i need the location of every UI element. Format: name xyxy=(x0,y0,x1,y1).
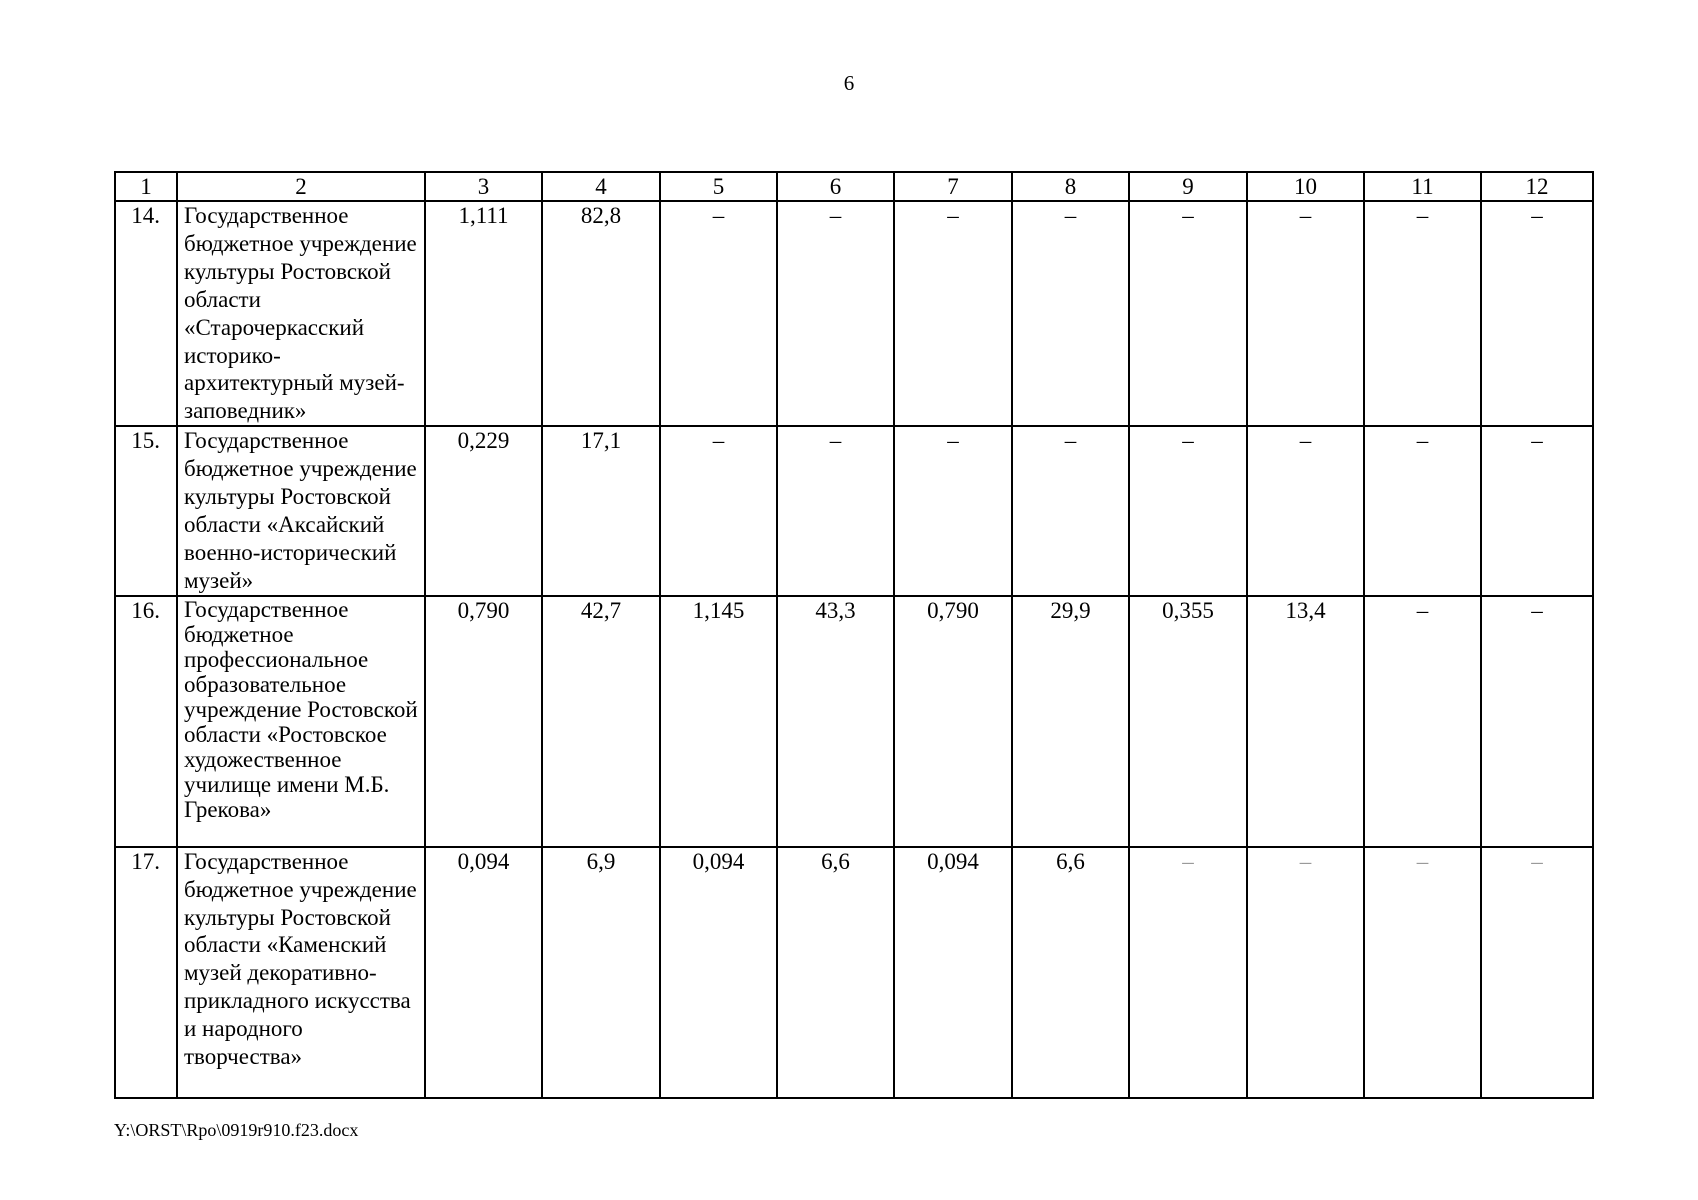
table-cell: – xyxy=(1364,426,1481,595)
table-cell: 0,094 xyxy=(425,847,542,1098)
institution-name: Государственное бюджетное профессиональное образовательное учреждение Ростовской области «Ростовское художественное училище имени М.Б. Грекова» xyxy=(177,596,425,847)
page-number: 6 xyxy=(843,71,855,95)
table-cell: 0,790 xyxy=(425,596,542,847)
table-row xyxy=(115,847,1593,1098)
table-cell: – xyxy=(1247,201,1364,426)
row-number: 17. xyxy=(115,847,177,1098)
table-cell: – xyxy=(894,201,1012,426)
file-path-footer: Y:\ORST\Rpo\0919r910.f23.docx xyxy=(114,1120,359,1140)
table-cell: 6,6 xyxy=(1012,847,1129,1098)
table-cell: 6,6 xyxy=(777,847,894,1098)
row-number: 15. xyxy=(115,426,177,595)
table-cell: 29,9 xyxy=(1012,596,1129,847)
column-header: 7 xyxy=(894,172,1012,201)
table-cell: – xyxy=(1012,201,1129,426)
table-cell: – xyxy=(1247,426,1364,595)
table-cell: – xyxy=(660,426,777,595)
table-cell: – xyxy=(777,201,894,426)
column-header: 1 xyxy=(115,172,177,201)
table-cell: – xyxy=(1364,847,1481,1098)
table-cell: – xyxy=(660,201,777,426)
column-header: 10 xyxy=(1247,172,1364,201)
table-cell: – xyxy=(1129,847,1247,1098)
table-header-row xyxy=(115,172,1593,201)
column-header: 3 xyxy=(425,172,542,201)
table-row xyxy=(115,201,1593,426)
column-header: 5 xyxy=(660,172,777,201)
table-cell: – xyxy=(1129,201,1247,426)
row-number: 14. xyxy=(115,201,177,426)
table-cell: – xyxy=(1481,201,1593,426)
column-header: 11 xyxy=(1364,172,1481,201)
table-row xyxy=(115,426,1593,595)
table-cell: 13,4 xyxy=(1247,596,1364,847)
table-cell: 82,8 xyxy=(542,201,660,426)
table-cell: 1,145 xyxy=(660,596,777,847)
table-cell: – xyxy=(894,426,1012,595)
table-cell: 0,094 xyxy=(894,847,1012,1098)
table-cell: 0,355 xyxy=(1129,596,1247,847)
table-cell: 17,1 xyxy=(542,426,660,595)
column-header: 9 xyxy=(1129,172,1247,201)
column-header: 4 xyxy=(542,172,660,201)
table-cell: 42,7 xyxy=(542,596,660,847)
table-cell: 0,229 xyxy=(425,426,542,595)
column-header: 12 xyxy=(1481,172,1593,201)
column-header: 8 xyxy=(1012,172,1129,201)
table-cell: 0,094 xyxy=(660,847,777,1098)
table-cell: – xyxy=(1129,426,1247,595)
column-header: 6 xyxy=(777,172,894,201)
table-cell: – xyxy=(1481,426,1593,595)
table-cell: – xyxy=(777,426,894,595)
institution-name: Государственное бюджетное учреждение культуры Ростовской области «Старочеркасский историко-архитектурный музей-заповедник» xyxy=(177,201,425,426)
table-cell: – xyxy=(1364,201,1481,426)
table-cell: – xyxy=(1364,596,1481,847)
row-number: 16. xyxy=(115,596,177,847)
institution-name: Государственное бюджетное учреждение культуры Ростовской области «Каменский музей декоративно-прикладного искусства и народного творчества» xyxy=(177,847,425,1098)
table-cell: 0,790 xyxy=(894,596,1012,847)
table-cell: – xyxy=(1012,426,1129,595)
data-table xyxy=(114,171,1594,1099)
table-row xyxy=(115,596,1593,847)
table-cell: 1,111 xyxy=(425,201,542,426)
table-cell: – xyxy=(1481,847,1593,1098)
table-cell: – xyxy=(1481,596,1593,847)
table-cell: – xyxy=(1247,847,1364,1098)
table-cell: 6,9 xyxy=(542,847,660,1098)
institution-name: Государственное бюджетное учреждение культуры Ростовской области «Аксайский военно-исторический музей» xyxy=(177,426,425,595)
table-cell: 43,3 xyxy=(777,596,894,847)
column-header: 2 xyxy=(177,172,425,201)
